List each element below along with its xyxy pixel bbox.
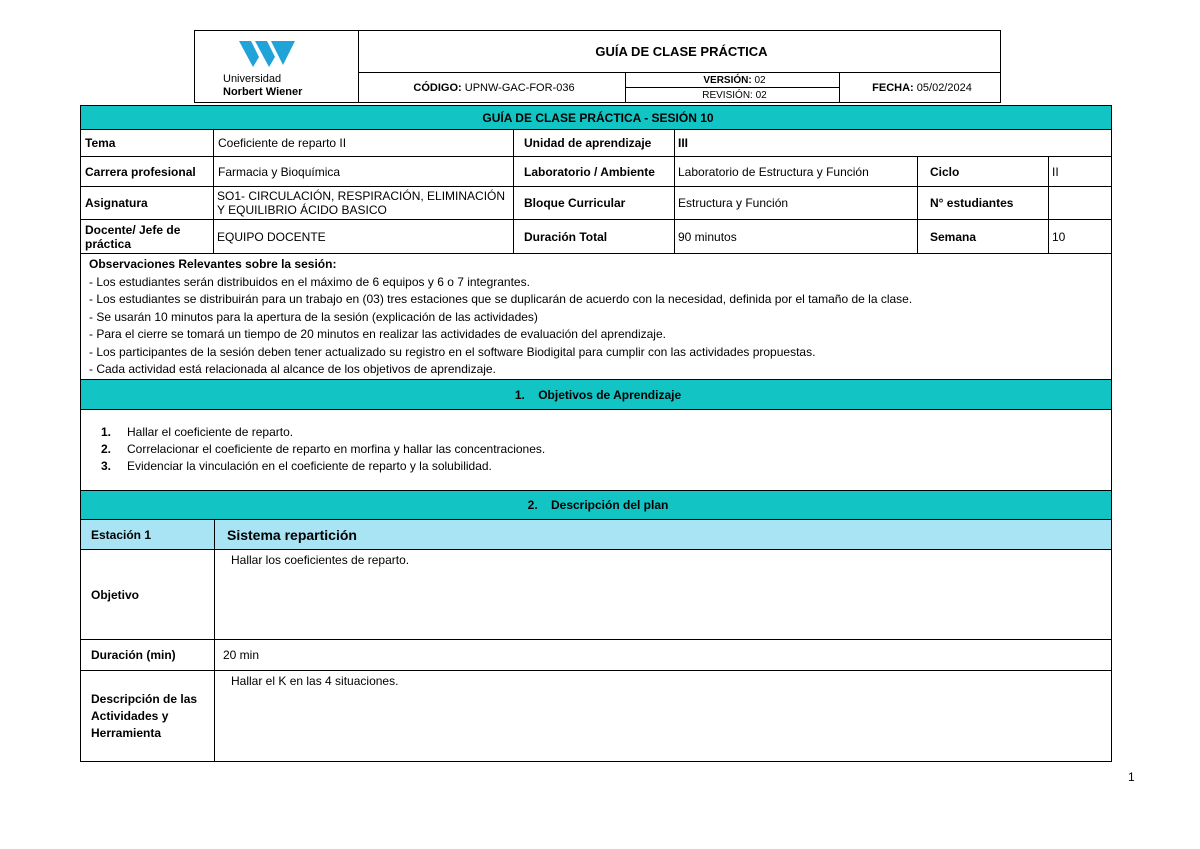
objetivo-text: Evidenciar la vinculación en el coeficiente de reparto y la solubilidad.: [127, 459, 492, 473]
objetivos-header: 1. Objetivos de Aprendizaje: [80, 379, 1112, 410]
observaciones-box: [80, 253, 1112, 380]
header-version: [625, 72, 840, 88]
estudiantes-value: [1048, 186, 1112, 220]
asignatura-label: Asignatura: [80, 186, 214, 220]
session-title-bar: GUÍA DE CLASE PRÁCTICA - SESIÓN 10: [80, 105, 1112, 130]
carrera-label: Carrera profesional: [80, 156, 214, 187]
carrera-value: Farmacia y Bioquímica: [213, 156, 514, 187]
ciclo-value: II: [1048, 156, 1112, 187]
duracion-label: Duración (min): [80, 639, 215, 671]
codigo-label: CÓDIGO:: [413, 81, 462, 94]
duracion-total-label: Duración Total: [513, 219, 675, 254]
logo-text-line2: Norbert Wiener: [223, 86, 303, 98]
observacion-line: - Los participantes de la sesión deben tener actualizado su registro en el software Biodigital para cumplir con las actividades propuestas.: [89, 344, 816, 359]
unidad-label: Unidad de aprendizaje: [513, 129, 675, 157]
logo-text-line1: Universidad: [223, 73, 282, 85]
bloque-value: Estructura y Función: [674, 186, 918, 220]
docente-value: EQUIPO DOCENTE: [213, 219, 514, 254]
header-revision: [625, 87, 840, 103]
tema-value: Coeficiente de reparto II: [213, 129, 514, 157]
header-codigo: [358, 72, 626, 103]
lab-value: Laboratorio de Estructura y Función: [674, 156, 918, 187]
objetivo-num: 3.: [101, 459, 112, 473]
semana-value: 10: [1048, 219, 1112, 254]
asignatura-value: SO1- CIRCULACIÓN, RESPIRACIÓN, ELIMINACIÓN Y EQUILIBRIO ÁCIDO BASICO: [213, 186, 514, 220]
estudiantes-label: N° estudiantes: [917, 186, 1049, 220]
objetivo-label: Objetivo: [80, 549, 215, 640]
objetivo-text: Hallar el coeficiente de reparto.: [127, 425, 294, 439]
fecha-value: 05/02/2024: [916, 81, 972, 94]
objetivos-list: [80, 409, 1112, 491]
objetivo-item: [101, 424, 1111, 441]
header-fecha: [839, 72, 1001, 103]
page-number: 1: [1128, 770, 1135, 784]
observacion-line: - Se usarán 10 minutos para la apertura de la sesión (explicación de las actividades): [89, 309, 538, 324]
revision-label: REVISIÓN:: [702, 89, 753, 101]
fecha-label: FECHA:: [872, 81, 914, 94]
plan-header: 2. Descripción del plan: [80, 490, 1112, 520]
objetivo-text: Correlacionar el coeficiente de reparto en morfina y hallar las concentraciones.: [127, 442, 546, 456]
objetivo-num: 1.: [101, 425, 112, 439]
estacion-label: Estación 1: [80, 519, 215, 550]
version-label: VERSIÓN:: [703, 74, 752, 86]
descripcion-value: Hallar el K en las 4 situaciones.: [214, 670, 1112, 762]
observaciones-title: Observaciones Relevantes sobre la sesión:: [89, 257, 337, 271]
observacion-line: - Cada actividad está relacionada al alcance de los objetivos de aprendizaje.: [89, 362, 496, 376]
unidad-value: III: [674, 129, 1112, 157]
observacion-line: - Los estudiantes serán distribuidos en el máximo de 6 equipos y 6 o 7 integrantes.: [89, 274, 530, 289]
revision-value: 02: [755, 89, 767, 101]
descripcion-label: Descripción de las Actividades y Herramienta: [80, 670, 215, 762]
observacion-line: - Para el cierre se tomará un tiempo de 20 minutos en realizar las actividades de evaluación del aprendizaje.: [89, 327, 666, 341]
objetivo-value: Hallar los coeficientes de reparto.: [214, 549, 1112, 640]
estacion-value: Sistema repartición: [214, 519, 1112, 550]
duracion-total-value: 90 minutos: [674, 219, 918, 254]
header-title: GUÍA DE CLASE PRÁCTICA: [358, 30, 1001, 73]
version-value: 02: [754, 74, 766, 86]
university-logo-icon: [237, 37, 297, 69]
ciclo-label: Ciclo: [917, 156, 1049, 187]
docente-label: Docente/ Jefe de práctica: [80, 219, 214, 254]
bloque-label: Bloque Curricular: [513, 186, 675, 220]
objetivo-item: [101, 458, 1111, 475]
observacion-line: - Los estudiantes se distribuirán para un trabajo en (03) tres estaciones que se duplicarán de acuerdo con la necesidad, definida por el tamaño de la clase.: [89, 292, 913, 306]
objetivo-num: 2.: [101, 442, 112, 456]
header-logo-cell: [194, 30, 359, 103]
codigo-value: UPNW-GAC-FOR-036: [464, 81, 575, 94]
lab-label: Laboratorio / Ambiente: [513, 156, 675, 187]
duracion-value: 20 min: [214, 639, 1112, 671]
tema-label: Tema: [80, 129, 214, 157]
semana-label: Semana: [917, 219, 1049, 254]
objetivo-item: [101, 441, 1111, 458]
